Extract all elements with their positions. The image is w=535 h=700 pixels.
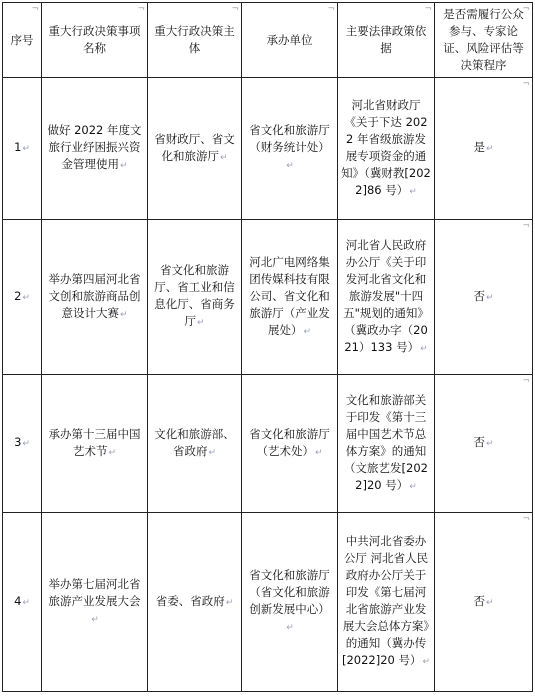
paragraph-mark: ↵ xyxy=(22,439,30,449)
paragraph-mark: ↵ xyxy=(409,481,417,492)
cell-subject: 文化和旅游部、省政府↵ xyxy=(148,375,242,513)
cell-name: 举办第四届河北省文创和旅游商品创意设计大赛↵ xyxy=(42,220,148,375)
cell-subject: 省财政厅、省文化和旅游厅↵ xyxy=(148,78,242,220)
cell-end-mark: ¬ xyxy=(231,4,239,14)
paragraph-mark: ↵ xyxy=(420,343,428,354)
paragraph-mark: ↵ xyxy=(225,597,234,608)
cell-end-mark: ¬ xyxy=(327,4,335,14)
cell-no: 2↵ xyxy=(3,220,42,375)
cell-procedure: 否↵ ¬ xyxy=(435,375,533,513)
paragraph-mark: ↵ xyxy=(208,447,217,458)
table-row xyxy=(3,513,533,692)
cell-end-mark: ¬ xyxy=(424,4,432,14)
cell-end-mark: ¬ xyxy=(137,4,145,14)
paragraph-mark: ↵ xyxy=(22,144,30,154)
cell-unit: 河北广电网络集团传媒科技有限公司、省文化和旅游厅（产业发展处）↵ xyxy=(242,220,338,375)
cell-end-mark: ¬ xyxy=(522,514,530,524)
paragraph-mark: ↵ xyxy=(119,309,128,320)
paragraph-mark: ↵ xyxy=(422,657,431,667)
paragraph-mark: ↵ xyxy=(219,152,228,163)
cell-subject: 省文化和旅游厅、省工业和信息化厅、省商务厅↵ xyxy=(148,220,242,375)
paragraph-mark: ↵ xyxy=(303,326,312,337)
header-row xyxy=(3,3,533,78)
cell-no: 3↵ xyxy=(3,375,42,513)
paragraph-mark: ↵ xyxy=(22,292,30,303)
cell-unit: 省文化和旅游厅（省文化和旅游创新发展中心）↵ xyxy=(242,513,338,692)
cell-end-mark: ¬ xyxy=(31,4,39,14)
cell-name: 举办第七届河北省旅游产业发展大会↵ xyxy=(42,513,148,692)
paragraph-mark: ↵ xyxy=(314,447,323,458)
cell-subject: 省委、省政府↵ xyxy=(148,513,242,692)
paragraph-mark: ↵ xyxy=(91,614,99,625)
cell-no: 4↵ xyxy=(3,513,42,692)
cell-basis: 河北省财政厅《关于下达 2022 年省级旅游发展专项资金的通知》（冀财教[2022]86 号）↵ xyxy=(338,78,435,220)
cell-name: 做好 2022 年度文旅行业纾困振兴资金管理使用↵ xyxy=(42,78,148,220)
cell-procedure: 否↵ ¬ xyxy=(435,220,533,375)
cell-basis: 河北省人民政府办公厅《关于印发河北省文化和旅游发展"十四五"规划的通知》（冀政办字（2021）133 号）↵ xyxy=(338,220,435,375)
paragraph-mark: ↵ xyxy=(485,292,494,303)
paragraph-mark: ↵ xyxy=(409,186,417,197)
policy-decision-table xyxy=(2,2,533,692)
paragraph-mark: ↵ xyxy=(22,597,30,608)
paragraph-mark: ↵ xyxy=(286,161,294,171)
paragraph-mark: ↵ xyxy=(485,144,494,154)
cell-unit: 省文化和旅游厅（艺术处）↵ xyxy=(242,375,338,513)
paragraph-mark: ↵ xyxy=(196,318,205,328)
table-row xyxy=(3,78,533,220)
table-row xyxy=(3,220,533,375)
cell-procedure: 是↵ ¬ xyxy=(435,78,533,220)
header-no: 序号 ¬ xyxy=(3,3,42,78)
cell-no: 1↵ xyxy=(3,78,42,220)
cell-end-mark: ¬ xyxy=(522,221,530,231)
paragraph-mark: ↵ xyxy=(119,161,128,171)
cell-name: 承办第十三届中国艺术节↵ xyxy=(42,375,148,513)
cell-unit: 省文化和旅游厅（财务统计处）↵ xyxy=(242,78,338,220)
cell-end-mark: ¬ xyxy=(522,376,530,386)
header-name: 重大行政决策事项名称 ¬ xyxy=(42,3,148,78)
cell-basis: 中共河北省委办公厅 河北省人民政府办公厅关于印发《第七届河北省旅游产业发展大会总体方案》的通知（冀办传[2022]20 号）↵ xyxy=(338,513,435,692)
cell-end-mark: ¬ xyxy=(522,4,530,14)
paragraph-mark: ↵ xyxy=(485,597,494,608)
header-subject: 重大行政决策主体 ¬ xyxy=(148,3,242,78)
paragraph-mark: ↵ xyxy=(286,623,294,633)
header-unit: 承办单位 ¬ xyxy=(242,3,338,78)
cell-end-mark: ¬ xyxy=(522,79,530,89)
cell-procedure: 否↵ ¬ xyxy=(435,513,533,692)
cell-basis: 文化和旅游部关于印发《第十三届中国艺术节总体方案》的通知（文旅艺发[2022]20 号）↵ xyxy=(338,375,435,513)
header-basis: 主要法律政策依据 ¬ xyxy=(338,3,435,78)
table-row xyxy=(3,375,533,513)
paragraph-mark: ↵ xyxy=(108,447,117,458)
paragraph-mark: ↵ xyxy=(485,439,494,449)
header-procedure: 是否需履行公众参与、专家论证、风险评估等决策程序 ¬ xyxy=(435,3,533,78)
